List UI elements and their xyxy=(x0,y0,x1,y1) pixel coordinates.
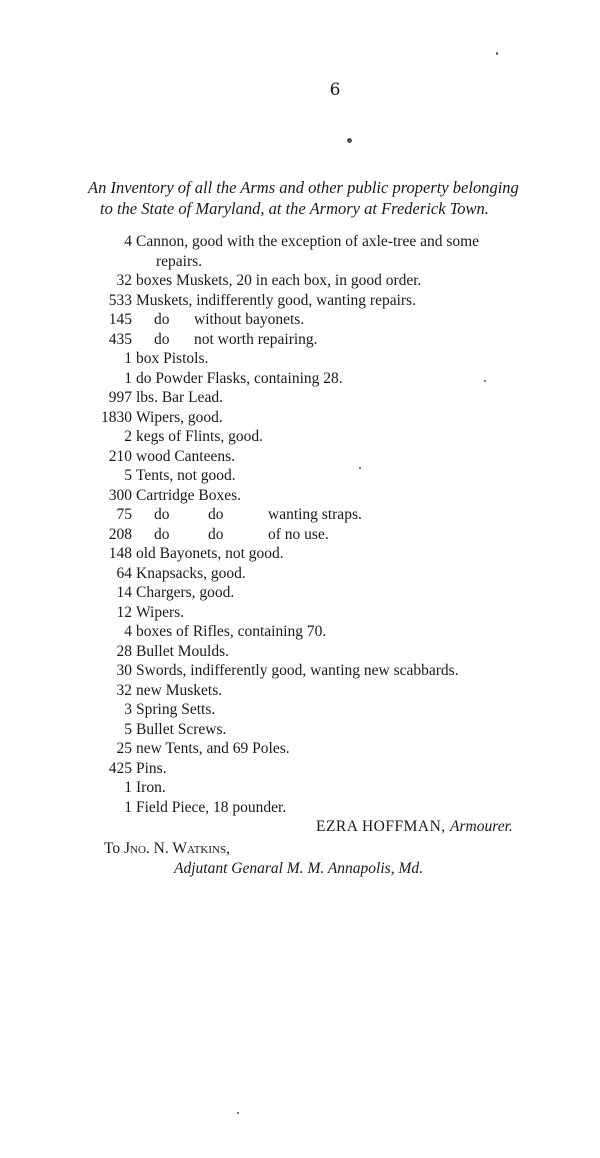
inventory-item xyxy=(98,330,590,350)
item-description: old Bayonets, not good. xyxy=(136,545,284,562)
inventory-item xyxy=(98,720,590,740)
item-description: do Powder Flasks, containing 28. xyxy=(136,369,343,387)
item-quantity: 30 xyxy=(116,662,132,679)
item-description: Cartridge Boxes. xyxy=(136,486,242,504)
item-quantity: 75 xyxy=(116,506,132,523)
ditto-mark: do xyxy=(154,525,170,543)
item-quantity: 210 xyxy=(108,447,132,465)
inventory-item xyxy=(98,408,590,428)
item-description: kegs of Flints, good. xyxy=(136,428,264,445)
inventory-item xyxy=(98,700,590,720)
heading-line-2: to the State of Maryland, at the Armory at Frederick Town. xyxy=(100,199,489,218)
item-description: Knapsacks, good. xyxy=(136,564,246,582)
item-description: Tents, not good. xyxy=(136,467,236,484)
item-description: Swords, indifferently good, wanting new scabbards. xyxy=(136,662,459,679)
item-description: wood Canteens. xyxy=(136,447,236,465)
inventory-item xyxy=(98,232,590,271)
item-quantity: 148 xyxy=(108,545,132,562)
inventory-item xyxy=(98,564,590,584)
ditto-mark: do xyxy=(154,330,170,348)
item-quantity: 5 xyxy=(124,720,132,738)
ink-speck xyxy=(237,1112,239,1114)
item-description: new Tents, and 69 Poles. xyxy=(136,740,290,757)
item-quantity: 997 xyxy=(108,389,132,406)
inventory-item xyxy=(98,427,590,447)
item-description xyxy=(132,330,318,350)
item-description xyxy=(132,525,329,545)
inventory-item xyxy=(98,739,590,759)
ink-speck xyxy=(496,52,498,55)
ditto-mark: do xyxy=(208,506,224,523)
inventory-list xyxy=(98,232,590,817)
item-description-continued: repairs. xyxy=(156,252,203,270)
item-description: Muskets, indifferently good, wanting repairs. xyxy=(136,291,416,309)
item-description-text: without bayonets. xyxy=(194,311,305,328)
ditto-mark: do xyxy=(154,311,170,328)
item-description-text: of no use. xyxy=(268,525,329,543)
item-quantity: 25 xyxy=(116,740,132,757)
inventory-item xyxy=(98,486,590,506)
ditto-mark: do xyxy=(208,525,224,543)
inventory-item xyxy=(98,583,590,603)
recipient-name: Jno. N. Watkins, xyxy=(124,840,230,857)
item-quantity: 32 xyxy=(116,272,132,289)
item-description: Bullet Screws. xyxy=(136,720,227,738)
item-description: boxes of Rifles, containing 70. xyxy=(136,623,327,640)
inventory-item xyxy=(98,369,590,389)
item-description: Wipers, good. xyxy=(136,408,223,426)
item-description: Field Piece, 18 pounder. xyxy=(136,798,287,816)
item-quantity: 1 xyxy=(124,350,132,367)
signatory-title: Armourer. xyxy=(450,818,513,835)
item-description: Pins. xyxy=(136,759,167,777)
item-description xyxy=(132,505,362,525)
item-description xyxy=(132,310,304,330)
item-description-text: not worth repairing. xyxy=(194,330,318,348)
item-quantity: 4 xyxy=(124,623,132,640)
inventory-item xyxy=(98,661,590,681)
inventory-item xyxy=(98,681,590,701)
item-quantity: 64 xyxy=(116,564,132,582)
item-quantity: 1 xyxy=(124,798,132,816)
item-description xyxy=(132,232,586,271)
inventory-item xyxy=(98,291,590,311)
item-quantity: 32 xyxy=(116,681,132,699)
item-quantity: 208 xyxy=(108,525,132,543)
item-quantity: 1 xyxy=(124,779,132,796)
item-quantity: 435 xyxy=(108,330,132,348)
item-description-text: Cannon, good with the exception of axle-tree and some xyxy=(136,233,480,250)
item-description: Chargers, good. xyxy=(136,584,235,601)
inventory-item xyxy=(98,447,590,467)
item-quantity: 2 xyxy=(124,428,132,445)
recipient-office: Adjutant Genaral M. M. Annapolis, Md. xyxy=(174,860,423,877)
inventory-item xyxy=(98,544,590,564)
inventory-heading xyxy=(88,177,593,219)
item-description: Iron. xyxy=(136,779,166,796)
inventory-item xyxy=(98,271,590,291)
item-description: box Pistols. xyxy=(136,350,209,367)
page-number: 6 xyxy=(329,80,341,100)
item-quantity: 14 xyxy=(116,584,132,601)
item-quantity: 28 xyxy=(116,642,132,660)
signature xyxy=(316,818,513,836)
inventory-item xyxy=(98,505,590,525)
inventory-item xyxy=(98,642,590,662)
inventory-item xyxy=(98,759,590,779)
item-quantity: 533 xyxy=(108,291,132,309)
inventory-item xyxy=(98,778,590,798)
ink-speck xyxy=(484,380,486,382)
inventory-item xyxy=(98,622,590,642)
item-description: boxes Muskets, 20 in each box, in good order. xyxy=(136,272,422,289)
inventory-item xyxy=(98,466,590,486)
item-quantity: 3 xyxy=(124,701,132,718)
item-description: Spring Setts. xyxy=(136,701,216,718)
item-quantity: 1830 xyxy=(101,408,132,426)
inventory-item xyxy=(98,798,590,818)
item-quantity: 12 xyxy=(116,603,132,621)
recipient-prefix: To xyxy=(104,840,121,857)
item-quantity: 4 xyxy=(124,233,132,250)
inventory-item xyxy=(98,310,590,330)
item-quantity: 145 xyxy=(108,311,132,328)
item-quantity: 5 xyxy=(124,467,132,484)
item-description: Wipers. xyxy=(136,603,185,621)
item-quantity: 300 xyxy=(108,486,132,504)
item-description: Bullet Moulds. xyxy=(136,642,230,660)
item-description: new Muskets. xyxy=(136,681,223,699)
inventory-item xyxy=(98,349,590,369)
recipient-block xyxy=(104,839,423,879)
item-description: lbs. Bar Lead. xyxy=(136,389,223,406)
signatory-name: EZRA HOFFMAN, xyxy=(316,818,446,835)
ink-speck xyxy=(347,138,352,143)
inventory-item xyxy=(98,388,590,408)
heading-line-1: An Inventory of all the Arms and other public property belonging xyxy=(88,178,519,197)
item-quantity: 425 xyxy=(108,759,132,777)
inventory-item xyxy=(98,603,590,623)
ditto-mark: do xyxy=(154,506,170,523)
ink-speck xyxy=(359,467,361,469)
inventory-item xyxy=(98,525,590,545)
item-description-text: wanting straps. xyxy=(268,506,362,523)
item-quantity: 1 xyxy=(124,369,132,387)
